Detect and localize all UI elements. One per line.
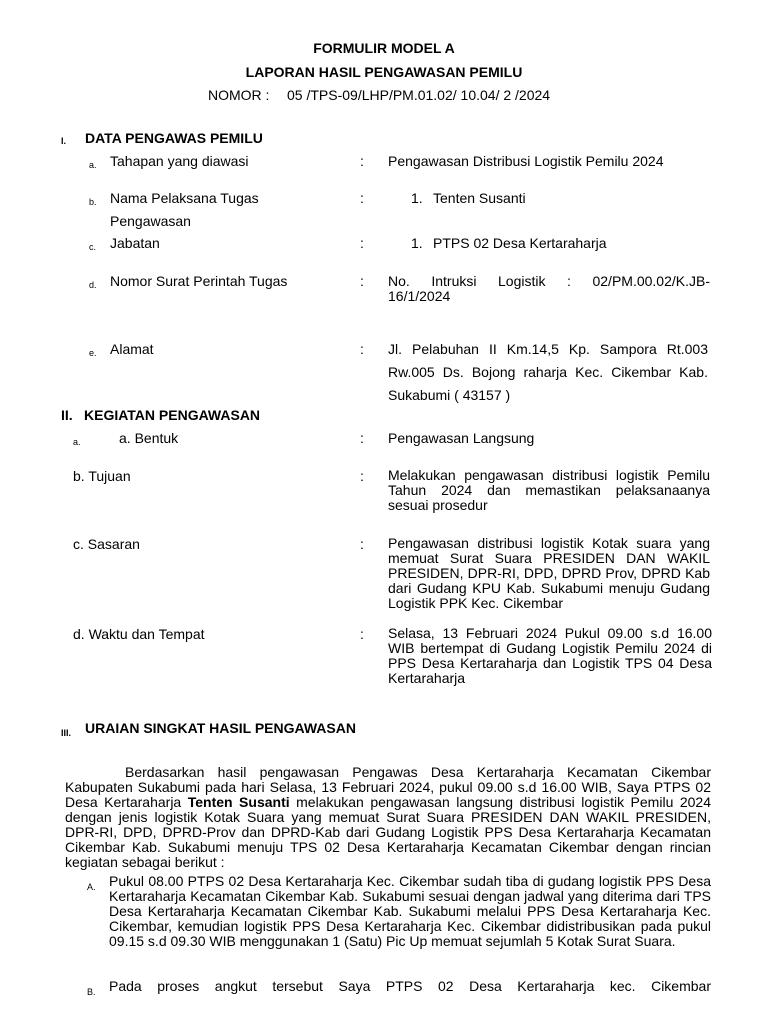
s2-c-colon: : [360, 536, 364, 552]
s1-d-value-line2: 16/1/2024 [388, 288, 451, 304]
form-title: FORMULIR MODEL A [313, 40, 455, 56]
s1-d-letter: d. [89, 280, 97, 290]
s1-b-label-line2: Pengawasan [110, 213, 191, 229]
s1-e-value-line2: Rw.005 Ds. Bojong raharja Kec. Cikembar Kab. [388, 364, 708, 380]
s1-d-label: Nomor Surat Perintah Tugas [110, 273, 288, 289]
s3-item-a-text: Pukul 08.00 PTPS 02 Desa Kertaraharja Kec. Cikembar sudah tiba di gudang logistik PPS Desa Kertaraharja Kecamatan Cikembar Kab. Sukabumi sesuai dengan jadwal yang diterima dari TPS Desa Kertaraharja Kecamatan Cikembar Kab. Sukabumi melalui PPS Desa Kertaraharja Kec. Cikembar, kemudian logistik PPS Desa Kertaraharja Kec. Cikembar didistribusikan pada pukul 09.15 s.d 09.30 WIB menggunakan 1 (Satu) Pic Up memuat sejumlah 5 Kotak Surat Suara. [109, 873, 711, 949]
s2-d-colon: : [360, 626, 364, 642]
s2-b-colon: : [360, 468, 364, 484]
s1-a-value: Pengawasan Distribusi Logistik Pemilu 2024 [388, 153, 664, 169]
s2-a-label: a. Bentuk [119, 430, 179, 446]
section1-title: DATA PENGAWAS PEMILU [85, 130, 263, 146]
s1-a-colon: : [360, 153, 364, 169]
s1-b-colon: : [360, 190, 364, 206]
section3-intro-paragraph [65, 765, 711, 870]
s2-a-letter: a. [73, 437, 81, 447]
nomor-value: 05 /TPS-09/LHP/PM.01.02/ 10.04/ 2 /2024 [287, 87, 551, 103]
s2-a-colon: : [360, 430, 364, 446]
s1-c-num: 1. [411, 235, 423, 251]
s2-c-value: Pengawasan distribusi logistik Kotak suara yang memuat Surat Suara PRESIDEN DAN WAKIL PRESIDEN, DPR-RI, DPD, DPRD Prov, DPRD Kab dari Gudang KPU Kab. Sukabumi menuju Gudang Logistik PPK Kec. Cikembar [388, 535, 710, 611]
s2-b-value: Melakukan pengawasan distribusi logistik Pemilu Tahun 2024 dan memastikan pelaksanaanya sesuai prosedur [388, 467, 710, 513]
section3-title: URAIAN SINGKAT HASIL PENGAWASAN [85, 720, 356, 736]
s2-b-label: b. Tujuan [73, 468, 131, 484]
nomor-label: NOMOR : [208, 87, 270, 103]
intro-text-before: Berdasarkan hasil pengawasan Pengawas Desa Kertaraharja Kecamatan Cikembar Kabupaten Sukabumi pada hari Selasa, 13 Februari 2024, pukul 09.00 s.d 16.00 WIB, Saya PTPS 02 Desa Kertaraharja [65, 764, 711, 810]
s1-d-value-line1: No. Intruksi Logistik : 02/PM.00.02/K.JB- [388, 273, 710, 289]
s2-d-label: d. Waktu dan Tempat [73, 626, 205, 642]
s1-b-label-line1: Nama Pelaksana Tugas [110, 190, 259, 206]
section1-numeral: I. [61, 136, 67, 146]
s1-b-num: 1. [411, 190, 423, 206]
s1-e-value-line3: Sukabumi ( 43157 ) [388, 387, 511, 403]
section2-numeral: II. [61, 407, 73, 423]
s1-b-value: Tenten Susanti [433, 190, 526, 206]
s3-item-b-text: Pada proses angkut tersebut Saya PTPS 02 Desa Kertaraharja kec. Cikembar [109, 978, 711, 994]
s1-e-letter: e. [89, 348, 97, 358]
s3-item-b-letter: B. [87, 987, 96, 997]
s1-e-label: Alamat [110, 341, 154, 357]
s1-e-value-line1: Jl. Pelabuhan II Km.14,5 Kp. Sampora Rt.003 [388, 341, 708, 357]
s1-c-value: PTPS 02 Desa Kertaraharja [433, 235, 607, 251]
s1-c-colon: : [360, 235, 364, 251]
section2-title: KEGIATAN PENGAWASAN [84, 407, 261, 423]
s2-d-value: Selasa, 13 Februari 2024 Pukul 09.00 s.d 16.00 WIB bertempat di Gudang Logistik Pemilu 2024 di PPS Desa Kertaraharja dan Logistik TPS 04 Desa Kertaraharja [388, 625, 712, 686]
s1-a-letter: a. [89, 160, 97, 170]
s1-c-letter: c. [89, 242, 97, 252]
s2-a-value: Pengawasan Langsung [388, 430, 535, 446]
intro-name-bold: Tenten Susanti [187, 794, 290, 810]
report-title: LAPORAN HASIL PENGAWASAN PEMILU [245, 64, 523, 80]
s3-item-a-letter: A. [87, 882, 96, 892]
s1-d-colon: : [360, 273, 364, 289]
s2-c-label: c. Sasaran [73, 536, 140, 552]
intro-text-after: melakukan pengawasan langsung distribusi logistik Pemilu 2024 dengan jenis logistik Kotak Suara yang memuat Surat Suara PRESIDEN DAN WAKIL PRESIDEN, DPR-RI, DPD, DPRD-Prov dan DPRD-Kab dari Gudang Logistik PPS Desa Kertaraharja Kecamatan Cikembar Kab. Sukabumi menuju TPS 02 Desa Kertaraharja Kecamatan Cikembar dengan rincian kegiatan sebagai berikut : [65, 794, 711, 870]
s1-a-label: Tahapan yang diawasi [110, 153, 249, 169]
s1-c-label: Jabatan [110, 235, 160, 251]
s1-b-letter: b. [89, 197, 97, 207]
s1-e-colon: : [360, 341, 364, 357]
section3-numeral: III. [61, 728, 72, 738]
